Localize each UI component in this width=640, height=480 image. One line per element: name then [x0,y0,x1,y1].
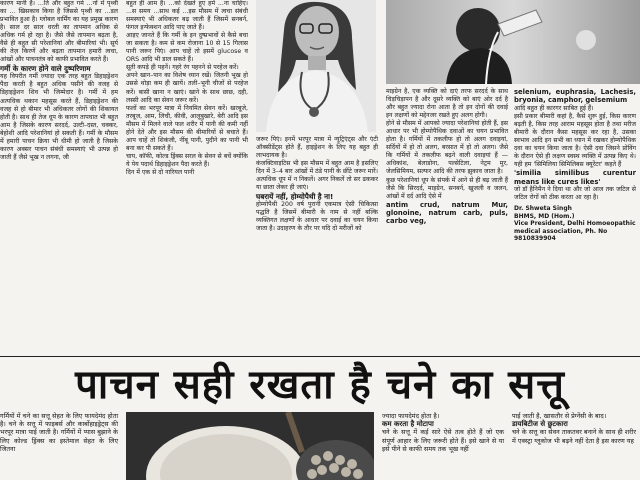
column-2-paragraph: सूती कपड़े ही पहनें। गहरे रंग पहनने से परहेज करें। [126,64,239,72]
bottom-column-2 [382,412,504,453]
bottom-subheading: कम करता है मोटापा [382,420,434,429]
column-3-paragraph: होम्योपैथी 200 वर्ष पुरानी एकमात्र ऐसी चिकित्सा पद्धति है जिसमें बीमारी के नाम से नहीं बल्कि व्यक्तिगत लक्षणों के आधार पर दवाई का चयन किया जाता है। उदाहरण के तौर पर यदि दो मरीजों को [256,201,378,233]
bottom-paragraph: चने के सत्तू में कई सारे ऐसे तत्व होते हैं जो एक संपूर्ण आहार के लिए जरूरी होते हैं। इसे खाने से या इसे पीने से काफी समय तक भूख नहीं [382,428,504,453]
column-5-paragraph: जो डॉ हैनिमैन ने दिया था और जो आज तक जटिल से जटिल रोगों को ठीक करता आ रहा है। [514,186,636,202]
column-2-paragraph: फलों का भरपूर मात्रा में नियमित सेवन करें। खरबूजे, तरबूज, आम, लिची, कीवी, आलूबुखारे, बेरी आदि इस मौसम में मिलने वाले फल शरीर में पानी की कमी नहीं होने देते और इस मौसम की बीमारियों से बचाते हैं। आप चाहें तो शिकंजी, नींबू पानी, पुदीने का पानी भी बना कर पी सकते हैं। [126,104,248,152]
column-3 [256,136,378,234]
section-divider [0,356,640,357]
sattu-photo [126,412,374,480]
column-4 [386,88,508,226]
bottom-column-1 [0,412,118,453]
author-designation: Vice President, Delhi Homoeopathic medical association, Ph. No 9810839904 [514,220,636,243]
column-5-paragraph: आदि बहुत ही कारगर साबित हुई हैं। [514,104,594,112]
column-5 [514,88,636,243]
column-2-paragraph: अपने खान–पान का विशेष ध्यान रखें। जितनी भूख हो उससे थोड़ा कम ही खायें। तली–भूनी चीजों से परहेज करें। बासी खाना न खाएं। खाने के साथ छाछ, दही, लस्सी आदि का सेवन जरूर करें। [126,72,248,104]
column-4-paragraph: होने से मौसम में आपको ज्यादा परेशानियां होती हैं, इस आधार पर भी होम्योपैथिक दवाओं का चयन प्रभावित होता है। गर्मियों में तकलीफ हो तो अलग दवाइयां, सर्दियों में हो तो अलग, बरसात में हो तो अलग। जैसे कि गर्मियों में तकलीफ बढ़ने वाली दवाइयां हैं — अधिकांश, बेलाडोना, पल्सेटिला, नेट्रम मुर, जेलसिमियम, सल्फर आदि की तरफ झुकाव जाता है। [386,120,508,176]
column-3-paragraph: अत्यधिक धूप में न निकलें। अगर निकलें तो सर ढककर या छाता लेकर ही जाएं। [256,176,378,192]
column-4-paragraph: कुछ परेशानियां धूप के संपर्क में आने से ही बढ़ जाती हैं जैसे कि सिरदर्द, माइग्रेन, सनबर्न, खुजली व जलन, आंखों में दर्द आदि ऐसे में [386,176,508,200]
column-5-paragraph: इसी प्रकार बीमारी कहां है, कैसे शुरू हुई, किस कारण बढ़ती है, किस तरह आराम महसूस होता है तथा मरीज बीमारी के दौरान कैसा महसूस कर रहा है, उसका स्वभाव आदि इन सभी का ध्यान में रखकर होम्योपैथिक दवा का चयन किया जाता है। ऐसी दवा जिसने प्रोविंग के दौरान ऐसे ही लक्षण स्वस्थ व्यक्ति में उत्पन्न किए थे। यही हम 'सिमिलिया सिमिलिबस क्यूरेंटर' कहते हैं [514,112,636,169]
bottom-paragraph: पाई जाती है, खासतौर से प्रेग्नेंसी के बाद। [512,412,607,420]
bottom-subheading: डायबिटीज से छुटकारा [512,420,568,429]
column-3-subheading: घबरायें नहीं, होम्योपैथी है ना! [256,192,334,202]
column-3-paragraph: जरूर पिएं। इनमें भरपूर मात्रा में न्यूट्रिएंट्स और एंटी ऑक्सीडेंट्स होते हैं, हाइड्रेशन के लिए यह बहुत ही लाभदायक है। [256,136,378,160]
bottom-column-3 [512,412,636,445]
bottom-paragraph: चने के सत्तू का सेवन ताकतवर बनाने के साथ ही शरीर में एक्स्ट्रा ग्लूकोज भी बढ़ने नहीं देता है इस कारण यह [512,428,636,445]
bottom-paragraph: ज्यादा फायदेमंद होता है। [382,412,440,420]
column-5-remedy-list: selenium, euphrasia, Lachesis, bryonia, camphor, gelsemium [514,88,636,105]
column-4-remedy-list: antim crud, natrum Mur, glonoine, natrum carb, puls, carbo veg, [386,200,508,226]
column-4-paragraph: माइग्रेन है, एक व्यक्ति को दाएं तरफ सरदर्द के साथ चिड़चिड़ापन है और दूसरे व्यक्ति को बाएं ओर दर्द है और बहुत ज्यादा रोना आता है तो इन दोनों की दवाई इन लक्षणों को मद्देनजर रखते हुए अलग होगी। [386,88,508,120]
author-name: Dr. Shweta Singh [514,205,572,213]
article-headline: पाचन सही रखता है चने का सत्तू [75,362,565,408]
column-2-paragraph: चाय, कॉफी, कोल्ड ड्रिंक्स सरल के सेवन से बचें क्योंकि ये पेय पदार्थ डिहाइड्रेशन पैदा करते हैं। [126,152,248,168]
column-1 [0,0,118,162]
author-signature [514,205,636,243]
column-1-paragraph: यह विपरीत गर्मी ज्यादा एक तरह बहुत डिहाइड्रेशन पैदा करती है बहुत अधिक पसीने की वजह से डिहाइड्रेशन शिव भी जिम्मेदार है। गर्मी में हम अत्यधिक थकान महसूस करते हैं, डिहाइड्रेशन की वजह से हो बीमार भी अधिकतर लोगों की शिकायत होती है। साथ ही तेज धूप के कारण तापघात भी बहुत आम है जिसके कारण सरदर्द, उल्टी–दस्त, चक्कर, बेहोशी आदि परेशानियां हो सकती हैं। गर्मी के मौसम में हमारी पाचन क्रिया भी धीमी हो जाती है जिसके कारण अक्सर पाचन संबंधी समस्याएं भी उत्पन्न हो जाती हैं जैसे भूख न लगना, जी [0,73,118,161]
column-3-paragraph: कंजक्टिवाइटिस भी इस मौसम में बहुत आम है इसलिए दिन में 3–4 बार आंखों में ठंडे पानी के छींटे जरूर मारें। [256,160,378,176]
column-1-paragraph: कारण मानी है। ...ति और बहुत गर्म ...नों में पृथ्वी का ... खिसकाव किया है जिससे पृथ्वी का ...डल प्रभावित हुआ है। ग्लोबल वार्मिंग का यह प्रमुख कारण है। साल दर साल धरती का तापमान अधिक से अधिक गर्म हो रहा है। जैसे जैसे तापमान बढ़ता है, वैसे ही बहुत सी परेशानियां और बीमारियां भी। सूर्य की तेज़ किरणें और बढ़ता तापमान हमारी त्वचा, आंखों और पाचनतंत्र को काफी प्रभावित करते हैं। [0,0,118,64]
author-degree: BHMS, MD (Hom.) [514,212,575,220]
bottom-paragraph: गर्मियों में चने का सत्तू सेहत के लिए फायदेमंद होता है। चने के सत्तू में फाइबर्स और कार्बोहाइड्रेट्स की भरपूर मात्रा पाई जाती है। गर्मियों में प्यास बुझाने के लिए कोल्ड ड्रिंक्स का इस्तेमाल सेहत के लिए जितना [0,412,118,453]
column-5-quote: 'similia similibus curentur means like cures likes' [514,169,636,186]
drinking-water-photo [386,0,640,84]
column-1-subheading: गर्मी के कारण होने वाले दुष्परिणाम [0,64,91,74]
column-2 [126,0,248,177]
column-2-paragraph: दिन में एक से दो नारियल पानी [126,168,195,176]
column-2-paragraph: बहुत ही आम है। ...को देखते हुए हमें ...ना चाहिए। ...स समय ...साथ कई ...इस मौसम में त्वचा संबंधी समस्याएं भी अधिकतर बढ़ जाती हैं जिसमें सनबर्न, फंगल इन्फेक्शन आदि पाए जाते हैं। [126,0,248,32]
doctor-photo [256,0,376,132]
column-2-paragraph: आइए जानते हैं कि गर्मी के इन दुष्प्रभावों से कैसे बचा जा सकता है। कम से कम रोजाना 10 से 15 गिलास पानी जरूर पिएं। आप चाहें तो इसमें glucose व ORS आदि भी डाल सकते हैं। [126,32,248,64]
